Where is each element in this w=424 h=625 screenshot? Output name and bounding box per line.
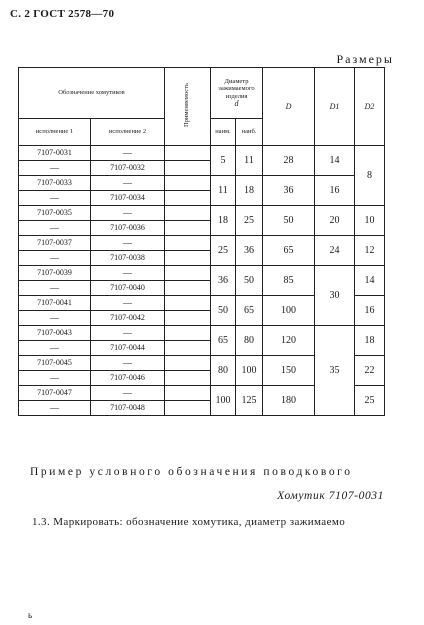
usage-cell <box>165 311 211 326</box>
D2-cell: 18 <box>355 326 385 356</box>
D2-cell: 8 <box>355 146 385 206</box>
code-version1: 7107-0031 <box>19 146 91 161</box>
code-version1: 7107-0047 <box>19 386 91 401</box>
usage-cell <box>165 191 211 206</box>
dmax-cell: 18 <box>236 176 263 206</box>
code-version2: 7107-0034 <box>91 191 165 206</box>
dmax-cell: 36 <box>236 236 263 266</box>
dash-cell: — <box>91 326 165 341</box>
dmin-cell: 18 <box>211 206 236 236</box>
dmax-cell: 25 <box>236 206 263 236</box>
D2-cell: 16 <box>355 296 385 326</box>
D1-cell: 30 <box>315 266 355 326</box>
header-diameter: Диаметр зажимаемого изделия d <box>211 68 263 119</box>
D-cell: 28 <box>263 146 315 176</box>
dash-cell: — <box>91 236 165 251</box>
D2-cell: 12 <box>355 236 385 266</box>
usage-cell <box>165 206 211 221</box>
dmin-cell: 100 <box>211 386 236 416</box>
code-version2: 7107-0038 <box>91 251 165 266</box>
D1-cell: 16 <box>315 176 355 206</box>
usage-cell <box>165 341 211 356</box>
dimensions-table <box>18 67 385 416</box>
dash-cell: — <box>19 401 91 416</box>
D-cell: 65 <box>263 236 315 266</box>
dmax-cell: 65 <box>236 296 263 326</box>
dash-cell: — <box>19 161 91 176</box>
page-header: С. 2 ГОСТ 2578—70 <box>10 8 115 20</box>
usage-cell <box>165 371 211 386</box>
usage-cell <box>165 296 211 311</box>
designation-example-value: Хомутик 7107-0031 <box>277 490 384 502</box>
code-version2: 7107-0048 <box>91 401 165 416</box>
header-version1: исполнение 1 <box>19 119 91 146</box>
dmax-cell: 50 <box>236 266 263 296</box>
code-version2: 7107-0036 <box>91 221 165 236</box>
D-cell: 85 <box>263 266 315 296</box>
code-version1: 7107-0043 <box>19 326 91 341</box>
dash-cell: — <box>19 251 91 266</box>
code-version1: 7107-0039 <box>19 266 91 281</box>
table-row <box>19 236 385 251</box>
dmin-cell: 11 <box>211 176 236 206</box>
D2-cell: 22 <box>355 356 385 386</box>
code-version1: 7107-0045 <box>19 356 91 371</box>
table-row <box>19 266 385 281</box>
usage-cell <box>165 281 211 296</box>
usage-cell <box>165 326 211 341</box>
header-usage: Применяемость <box>165 68 211 146</box>
dash-cell: — <box>91 386 165 401</box>
code-version2: 7107-0032 <box>91 161 165 176</box>
header-max: наиб. <box>236 119 263 146</box>
usage-cell <box>165 236 211 251</box>
dmin-cell: 5 <box>211 146 236 176</box>
header-D2: D2 <box>355 68 385 146</box>
corner-mark: ь <box>28 610 33 620</box>
code-version2: 7107-0044 <box>91 341 165 356</box>
D-cell: 180 <box>263 386 315 416</box>
code-version2: 7107-0042 <box>91 311 165 326</box>
D-cell: 36 <box>263 176 315 206</box>
usage-cell <box>165 146 211 161</box>
marking-clause: 1.3. Маркировать: обозначение хомутика, диаметр зажимаемо <box>32 516 346 528</box>
D1-cell: 24 <box>315 236 355 266</box>
designation-example-text: Пример условного обозначения поводкового <box>30 466 353 478</box>
D2-cell: 14 <box>355 266 385 296</box>
dash-cell: — <box>91 356 165 371</box>
D-cell: 100 <box>263 296 315 326</box>
usage-cell <box>165 401 211 416</box>
dash-cell: — <box>19 311 91 326</box>
dmax-cell: 125 <box>236 386 263 416</box>
dash-cell: — <box>19 191 91 206</box>
header-min: наим. <box>211 119 236 146</box>
D2-cell: 10 <box>355 206 385 236</box>
code-version2: 7107-0040 <box>91 281 165 296</box>
D-cell: 50 <box>263 206 315 236</box>
dash-cell: — <box>19 221 91 236</box>
dash-cell: — <box>19 281 91 296</box>
dmin-cell: 80 <box>211 356 236 386</box>
dmin-cell: 65 <box>211 326 236 356</box>
dmax-cell: 11 <box>236 146 263 176</box>
table-row <box>19 326 385 341</box>
D-cell: 120 <box>263 326 315 356</box>
code-version1: 7107-0041 <box>19 296 91 311</box>
header-version2: исполнение 2 <box>91 119 165 146</box>
dash-cell: — <box>91 206 165 221</box>
dash-cell: — <box>19 371 91 386</box>
dash-cell: — <box>91 266 165 281</box>
dmin-cell: 36 <box>211 266 236 296</box>
sizes-caption: Размеры <box>336 52 394 66</box>
D1-cell: 35 <box>315 326 355 416</box>
dmin-cell: 25 <box>211 236 236 266</box>
table-row <box>19 146 385 161</box>
code-version2: 7107-0046 <box>91 371 165 386</box>
table-row <box>19 176 385 191</box>
D1-cell: 14 <box>315 146 355 176</box>
usage-cell <box>165 161 211 176</box>
dmax-cell: 100 <box>236 356 263 386</box>
dash-cell: — <box>91 296 165 311</box>
usage-cell <box>165 266 211 281</box>
dash-cell: — <box>91 146 165 161</box>
D-cell: 150 <box>263 356 315 386</box>
dmin-cell: 50 <box>211 296 236 326</box>
table-row <box>19 206 385 221</box>
D1-cell: 20 <box>315 206 355 236</box>
code-version1: 7107-0035 <box>19 206 91 221</box>
D2-cell: 25 <box>355 386 385 416</box>
usage-cell <box>165 176 211 191</box>
code-version1: 7107-0033 <box>19 176 91 191</box>
usage-cell <box>165 221 211 236</box>
usage-cell <box>165 251 211 266</box>
header-D: D <box>263 68 315 146</box>
header-D1: D1 <box>315 68 355 146</box>
dmax-cell: 80 <box>236 326 263 356</box>
header-designation: Обозначение хомутиков <box>19 68 165 119</box>
dash-cell: — <box>19 341 91 356</box>
usage-cell <box>165 356 211 371</box>
usage-cell <box>165 386 211 401</box>
code-version1: 7107-0037 <box>19 236 91 251</box>
dash-cell: — <box>91 176 165 191</box>
